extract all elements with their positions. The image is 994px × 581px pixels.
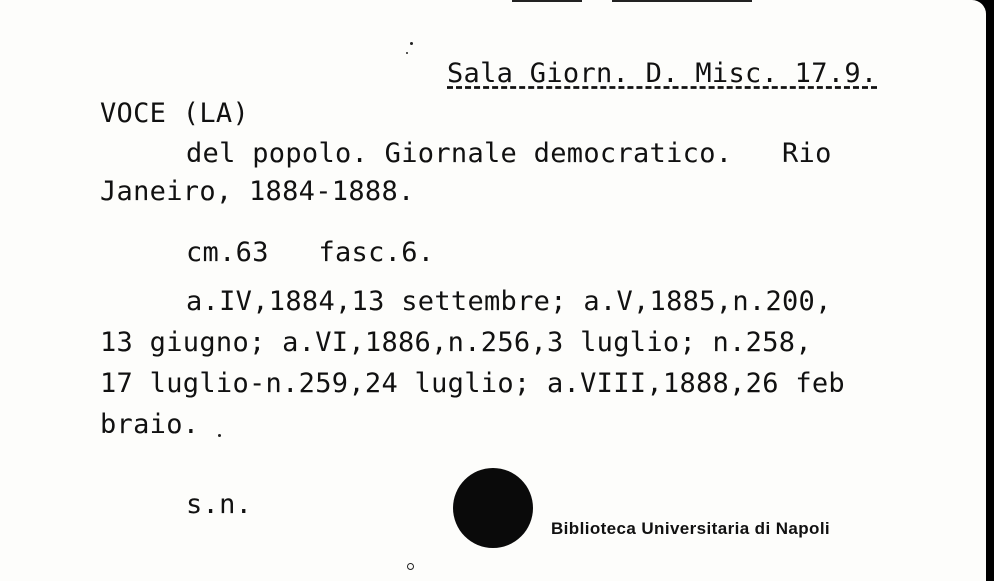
holdings-line-4: braio. <box>100 409 200 440</box>
top-edge-mark <box>512 0 582 2</box>
title-line-2: Janeiro, 1884-1888. <box>100 176 415 207</box>
top-edge-mark <box>612 0 752 2</box>
scan-edge <box>986 0 994 581</box>
physical-description: cm.63 fasc.6. <box>186 237 435 268</box>
ink-speck <box>218 434 221 437</box>
card-heading: VOCE (LA) <box>100 98 249 129</box>
title-line-1: del popolo. Giornale democratico. Rio <box>186 138 832 169</box>
library-stamp-dot <box>453 468 533 548</box>
shelfmark: Sala Giorn. D. Misc. 17.9. <box>447 58 878 89</box>
holdings-line-2: 13 giugno; a.VI,1886,n.256,3 luglio; n.258, <box>100 327 812 358</box>
sine-nomine: s.n. <box>186 489 253 520</box>
holdings-line-3: 17 luglio-n.259,24 luglio; a.VIII,1888,26 feb <box>100 368 845 399</box>
library-stamp-text: Biblioteca Universitaria di Napoli <box>551 519 831 538</box>
holdings-line-1: a.IV,1884,13 settembre; a.V,1885,n.200, <box>186 286 832 317</box>
ink-speck <box>410 42 413 45</box>
ink-speck <box>407 563 414 570</box>
ink-speck <box>406 52 408 54</box>
